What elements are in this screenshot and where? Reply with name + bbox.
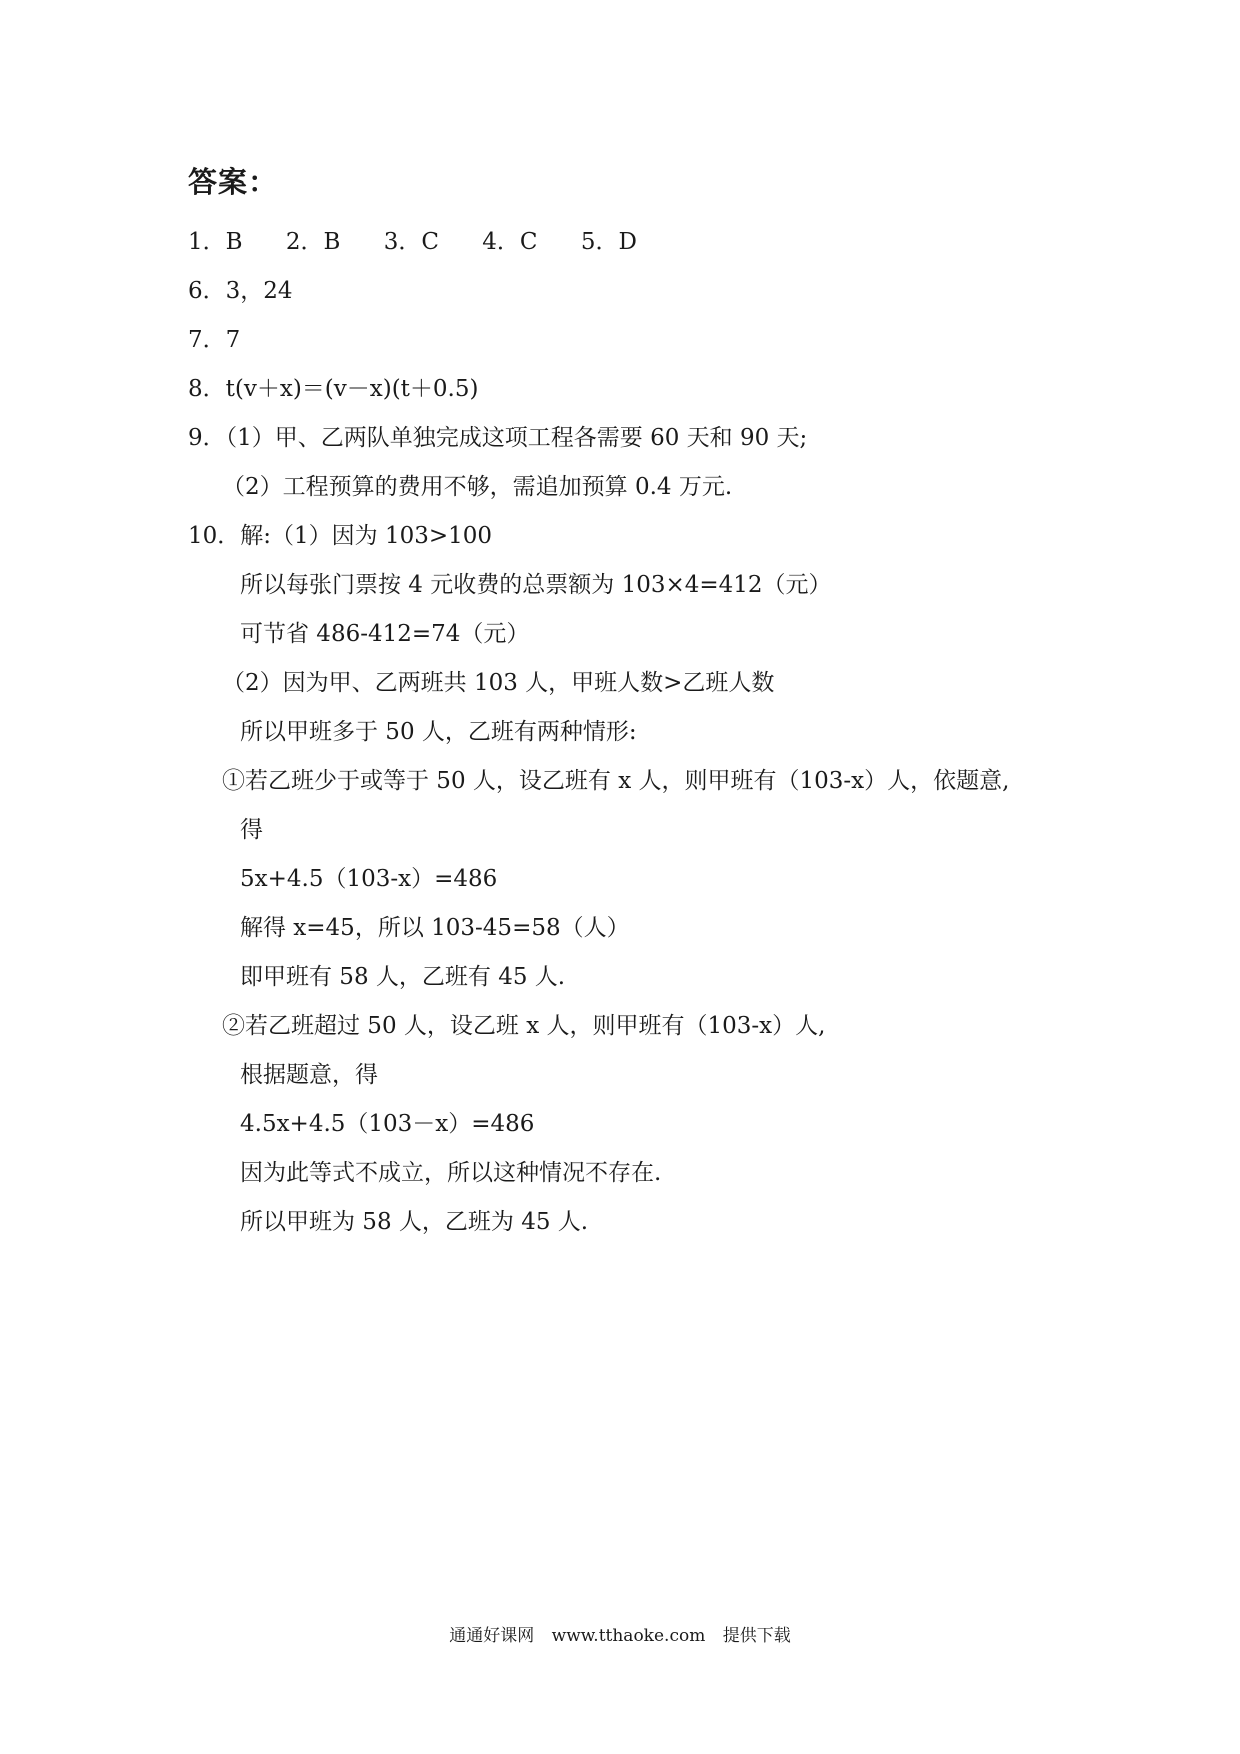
solution-line: 根据题意，得	[240, 1062, 378, 1088]
solution-conclusion: 所以甲班为 58 人，乙班为 45 人.	[240, 1209, 589, 1235]
answer-8: 8．t(v＋x)＝(v－x)(t＋0.5)	[188, 376, 479, 402]
footer-site-name: 通通好课网	[449, 1626, 535, 1646]
mc-answer: 4．C	[482, 229, 538, 255]
solution-case-1: ①若乙班少于或等于 50 人，设乙班有 x 人，则甲班有（103-x）人，依题意,	[222, 768, 1010, 794]
solution-line: 所以甲班多于 50 人，乙班有两种情形:	[240, 719, 637, 745]
mc-answers-row	[188, 226, 673, 258]
solution-line: 因为此等式不成立，所以这种情况不存在.	[240, 1160, 662, 1186]
footer-url: www.tthaoke.com	[551, 1626, 706, 1646]
page-title: 答案：	[188, 165, 279, 199]
answer-9-part-2: （2）工程预算的费用不够，需追加预算 0.4 万元.	[222, 474, 733, 500]
solution-line: 所以每张门票按 4 元收费的总票额为 103×4=412（元）	[240, 572, 832, 598]
solution-line: 即甲班有 58 人，乙班有 45 人.	[240, 964, 566, 990]
page-footer	[0, 1624, 1240, 1648]
solution-line: （2）因为甲、乙两班共 103 人，甲班人数>乙班人数	[222, 670, 775, 696]
answer-6: 6．3，24	[188, 278, 293, 304]
answer-10-header: 10．解:（1）因为 103>100	[188, 523, 493, 549]
footer-suffix: 提供下载	[722, 1626, 791, 1646]
mc-answer: 3．C	[383, 229, 439, 255]
answer-7: 7．7	[188, 327, 241, 353]
solution-line: 可节省 486-412=74（元）	[240, 621, 530, 647]
mc-answer: 1．B	[188, 229, 243, 255]
solution-line: 解得 x=45，所以 103-45=58（人）	[240, 915, 630, 941]
mc-answer: 2．B	[285, 229, 341, 255]
answer-9-part-1: 9．（1）甲、乙两队单独完成这项工程各需要 60 天和 90 天;	[188, 425, 808, 451]
solution-case-2: ②若乙班超过 50 人，设乙班 x 人，则甲班有（103-x）人,	[222, 1013, 826, 1039]
solution-equation: 5x+4.5（103-x）=486	[240, 866, 498, 892]
solution-line: 得	[240, 817, 263, 843]
mc-answer: 5．D	[580, 229, 637, 255]
solution-equation: 4.5x+4.5（103－x）=486	[240, 1111, 535, 1137]
